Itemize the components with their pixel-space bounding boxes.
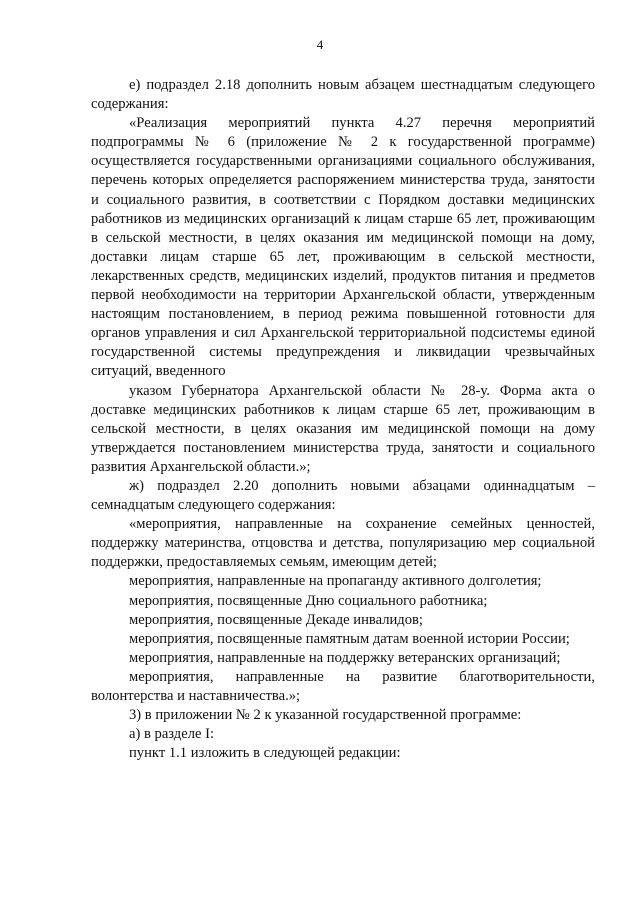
paragraph-appendix-2: 3) в приложении № 2 к указанной государственной программе: xyxy=(129,707,522,724)
paragraph-military-history-dates: мероприятия, посвященные памятным датам военной истории России; xyxy=(129,630,570,647)
paragraph-quoted-implementation: «Реализация мероприятий пункта 4.27 перечня мероприятий подпрограммы № 6 (приложение № 2 к государственной программе) осуществляется государственными организациями социального обслуживания, перечень которых определяется распоряжением министерства труда, занятости и социального развития, в соответствии с Порядком доставки медицинских работников из медицинских организаций к лицам старше 65 лет, проживающим в сельской местности, в целях оказания им медицинской помощи на дому, доставки лицам старше 65 лет, проживающим в сельской местности, лекарственных средств, медицинских изделий, продуктов питания и предметов первой необходимости на территории Архангельской области, утвержденным настоящим постановлением, в период режима повышенной готовности для органов управления и сил Архангельской территориальной подсистемы единой государственной системы предупреждения и ликвидации чрезвычайных ситуаций, введенного xyxy=(91,115,595,380)
paragraph-section-1: а) в разделе I: xyxy=(129,726,215,743)
paragraph-disability-decade: мероприятия, посвященные Декаде инвалидов; xyxy=(129,611,423,628)
paragraph-charity-volunteering: мероприятия, направленные на развитие благотворительности, волонтерства и наставничества.»; xyxy=(91,668,595,704)
paragraph-veteran-organizations: мероприятия, направленные на поддержку ветеранских организаций; xyxy=(129,649,561,666)
paragraph-social-worker-day: мероприятия, посвященные Дню социального работника; xyxy=(129,592,488,609)
paragraph-item-1-1: пункт 1.1 изложить в следующей редакции: xyxy=(129,745,401,762)
paragraph-active-longevity: мероприятия, направленные на пропаганду активного долголетия; xyxy=(129,573,542,590)
page-number: 4 xyxy=(316,37,324,52)
document-body xyxy=(91,76,595,763)
paragraph-decree-reference: указом Губернатора Архангельской области № 28-у. Форма акта о доставке медицинских работников к лицам старше 65 лет, проживающим в сельской местности, в целях оказания им медицинской помощи на дому утверждается постановлением министерства труда, занятости и социального развития Архангельской области.»; xyxy=(91,382,595,475)
paragraph-amendment-e: е) подраздел 2.18 дополнить новым абзацем шестнадцатым следующего содержания: xyxy=(91,77,595,113)
paragraph-amendment-zh: ж) подраздел 2.20 дополнить новыми абзацами одиннадцатым – семнадцатым следующего содержания: xyxy=(91,477,595,514)
paragraph-family-values-measures: «мероприятия, направленные на сохранение семейных ценностей, поддержку материнства, отцовства и детства, популяризацию мер социальной поддержки, предоставляемых семьям, имеющим детей; xyxy=(91,516,595,571)
